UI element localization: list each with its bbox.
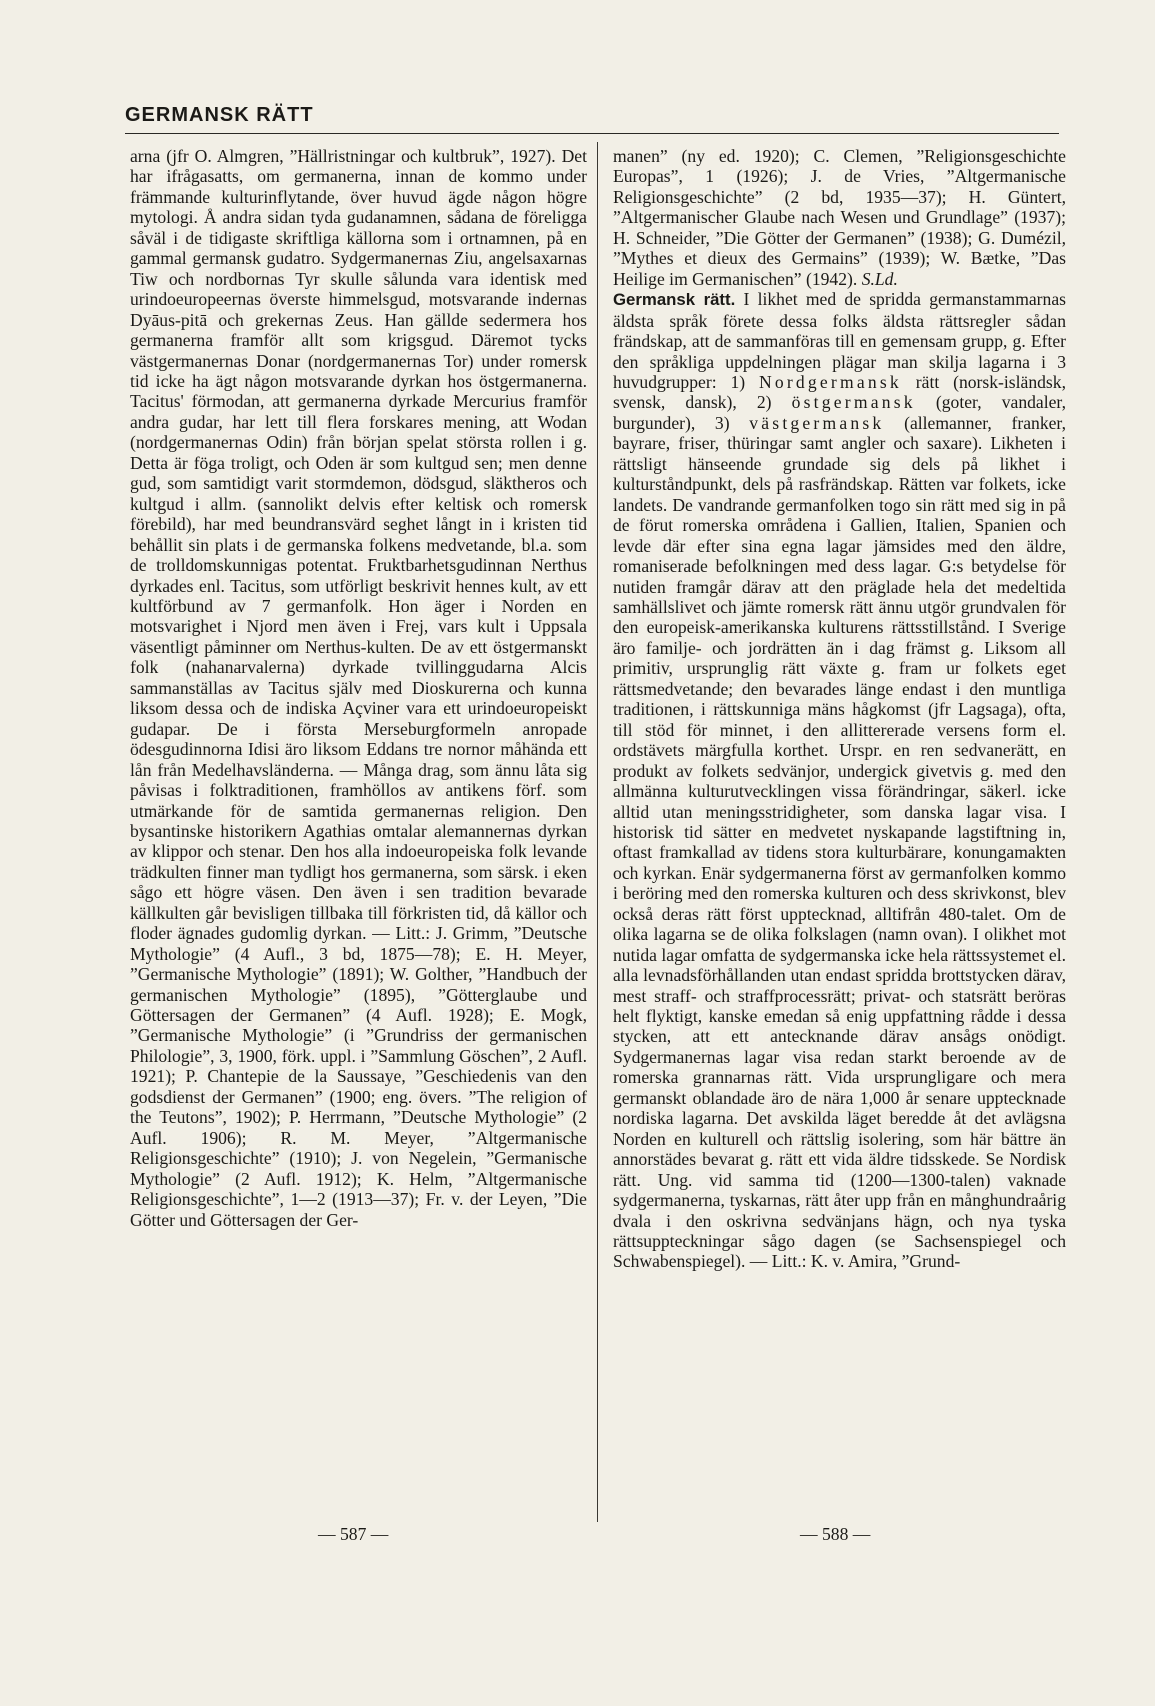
article-body: (allemanner, franker, bayrare, friser, thüringar samt angler och saxare). Likheten i rättsligt hänseende grundade sig dels på likhet i kulturståndpunkt, dels på rasfrändskap. Rätten var folkets, icke landets. De vandrande germanfolken togo sin rätt med sig in på de förut romerska områdena i Gallien, Italien, Spanien och levde där efter sina egna lagar jämsides med den äldre, romaniserade befolkningen med dess lagar. G:s betydelse för nutiden framgår därav att den präglade hela det medeltida samhällslivet och jämte romersk rätt ännu utgör grundvalen för den europeisk-amerikanska kulturens rättsstillstånd. I Sverige äro familje- och jordrätten än i dag främst g. Liksom all primitiv, ursprunglig rätt växte g. fram ur folkets eget rättsmedvetande; den bevarades länge endast i den muntliga traditionen, i rättskunniga mäns hågkomst (jfr Lagsaga), ofta, till stöd för minnet, i den allittererade versens form el. ordstävets märgfulla korthet. Urspr. en ren sedvanerätt, en produkt av folkets sedvänjor, undergick givetvis g. med den allmänna kulturutvecklingen vissa förändringar, säkerl. icke alltid utan meningsstridigheter, som danska lagar visa. I historisk tid sätter en medvetet nyskapande lagstiftning in, oftast framkallad av tidens stora kulturbärare, konungamakten och kyrkan. Enär sydgermanerna först av germanfolken kommo i beröring med den romerska kulturen och dess skrivkonst, blev också deras rätt först upptecknad, alltifrån 480-talet. Om de olika lagarna se de olika folkslagen (namn ovan). I olikhet mot nutida lagar omfatta de sydgermanska icke hela rättssystemet el. alla levnadsförhållanden utan endast spridda brottstycken därav, mest straff- och straffprocessrätt; privat- och statsrätt beröras helt flyktigt, kanske emedan så enig uppfattning rådde i dessa stycken, att ett antecknande därav ansågs onödigt. Sydgermanernas lagar visa redan starkt beroende av de romerska grannarnas rätt. Vida ursprungligare och mera germanskt oblandade äro de nära 1,000 år senare upptecknade nordiska lagarna. Det avskilda läget beredde åt det avlägsna Norden en kulturell och rättslig isolering, som här bättre än annorstädes bevarat g. rätt ett vida äldre tidsskede. Se Nordisk rätt. Ung. vid samma tid (1200—1300-talen) vaknade sydgermanerna, tyskarnas, rätt åter upp från en månghundraårig dvala i den oskrivna sedvänjans hägn, och nya tyska rättsuppteckningar sågo dagen (se Sachsenspiegel och Schwabenspiegel). — Litt.: K. v. Amira, ”Grund-: [613, 412, 1066, 1272]
continuation-text: manen” (ny ed. 1920); C. Clemen, ”Religionsgeschichte Europas”, 1 (1926); J. de Vries, ”Altgermanische Religionsgeschichte” (2 bd, 1935—37); H. Güntert, ”Altgermanischer Glaube nach Wesen und Grundlage” (1937); H. Schneider, ”Die Götter der Germanen” (1938); G. Dumézil, ”Mythes et dieux des Germains” (1939); W. Bætke, ”Das Heilige im Germanischen” (1942).: [613, 146, 1066, 289]
group-1-name: Nordgermansk: [758, 371, 902, 392]
group-2-name: östgermansk: [791, 392, 916, 413]
article-headword: Germansk rätt.: [613, 290, 736, 310]
article-germansk-ratt: [613, 289, 1066, 1272]
continuation-paragraph: [613, 146, 1066, 289]
page-number-left: — 587 —: [318, 1524, 389, 1544]
page-number-right: — 588 —: [800, 1524, 871, 1544]
left-column-text: arna (jfr O. Almgren, ”Hällristningar och kultbruk”, 1927). Det har ifrågasatts, om germanerna, innan de kommo under främmande kulturinflytande, över huvud ägde någon högre mytologi. Å andra sidan tyda gudanamnen, sådana de föreligga såväl i de tidigaste skriftliga källorna som i ortnamnen, på en gammal germansk gudatro. Sydgermanernas Ziu, angelsaxarnas Tiw och nordbornas Tyr skulle sålunda vara identisk med urindoeuropeernas överste himmelsgud, motsvarande indernas Dyāus-pitā och grekernas Zeus. Han gällde sedermera hos germanerna framför allt som krigsgud. Däremot tycks västgermanernas Donar (nordgermanernas Tor) under romersk tid icke ha ägt någon motsvarande dyrkan hos östgermanerna. Tacitus' förmodan, att germanerna dyrkade Mercurius framför andra gudar, har lett till flera forskares mening, att Wodan (nordgermanernas Odin) från början spelat största rollen i g. Detta är föga troligt, och Oden är som kultgud sen; men denne gud, som samtidigt varit stormdemon, dödsgud, släktheros och kultgud i allm. (sannolikt delvis efter keltisk och romersk förebild), har med beundransvärd seghet långt in i kristen tid behållit sin plats i de germanska folkens medvetande, bl.a. som de trolldomskunnigas potentat. Fruktbarhetsgudinnan Nerthus dyrkades enl. Tacitus, som utförligt beskrivit hennes kult, av ett kultförbund av 7 germanfolk. Hon äger i Norden en motsvarighet i Njord men även i Frej, vars kult i Uppsala väsentligt påminner om Nerthus-kulten. De av ett östgermanskt folk (nahanarvalerna) dyrkade tvillinggudarna Alcis sammanställas av Tacitus själv med Dioskurerna och kunna liksom dessa och de indiska Açviner vara ett urindoeuropeiskt gudapar. De i första Merseburgformeln anropade ödesgudinnorna Idisi äro liksom Eddans tre nornor måhända ett lån från Medelhavsländerna. — Många drag, som ännu låta sig påvisas i folktraditionen, framhöllos av antikens förf. som utmärkande för de samtida germanernas religion. Den bysantinske historikern Agathias omtalar alemannernas dyrkan av klippor och stenar. Den hos alla indoeuropeiska folk levande trädkulten finner man tydligt hos germanerna, som särsk. i eken sågo ett högre väsen. Den även i sen tradition bevarade källkulten går bevisligen tillbaka till förkristen tid, då källor och floder ägnades gudomlig dyrkan. — Litt.: J. Grimm, ”Deutsche Mythologie” (4 Aufl., 3 bd, 1875—78); E. H. Meyer, ”Germanische Mythologie” (1891); W. Golther, ”Handbuch der germanischen Mythologie” (1895), ”Götterglaube und Göttersagen der Germanen” (4 Aufl. 1928); E. Mogk, ”Germanische Mythologie” (i ”Grundriss der germanischen Philologie”, 3, 1900, förk. uppl. i ”Sammlung Göschen”, 2 Aufl. 1921); P. Chantepie de la Saussaye, ”Geschiedenis van den godsdienst der Germanen” (1900; eng. övers. ”The religion of the Teutons”, 1902); P. Herrmann, ”Deutsche Mythologie” (2 Aufl. 1906); R. M. Meyer, ”Altgermanische Religionsgeschichte” (1910); J. von Negelein, ”Germanische Mythologie” (2 Aufl. 1912); K. Helm, ”Altgermanische Religionsgeschichte”, 1—2 (1913—37); Fr. v. der Leyen, ”Die Götter und Göttersagen der Ger-: [130, 146, 587, 1230]
header-rule: [125, 133, 1059, 134]
author-signature: S.Ld.: [861, 268, 898, 289]
left-column: [130, 146, 587, 1230]
group-3-name: västgermansk: [749, 412, 885, 433]
column-divider: [597, 142, 598, 1522]
group-2-tail: (goter, vandaler, burgunder), 3): [613, 392, 1066, 433]
right-column: [613, 146, 1066, 1272]
article-intro: I likhet med de spridda germanstammarnas äldsta språk förete dessa folks äldsta rättsregler sådan frändskap, att de sammanföras till en gemensam grupp, g. Efter den språkliga uppdelningen plägar man skilja lagarna i 3 huvudgrupper: 1): [613, 289, 1066, 392]
group-1-tail: rätt (norsk-isländsk, svensk, dansk), 2): [613, 371, 1066, 413]
running-head: GERMANSK RÄTT: [125, 104, 314, 126]
